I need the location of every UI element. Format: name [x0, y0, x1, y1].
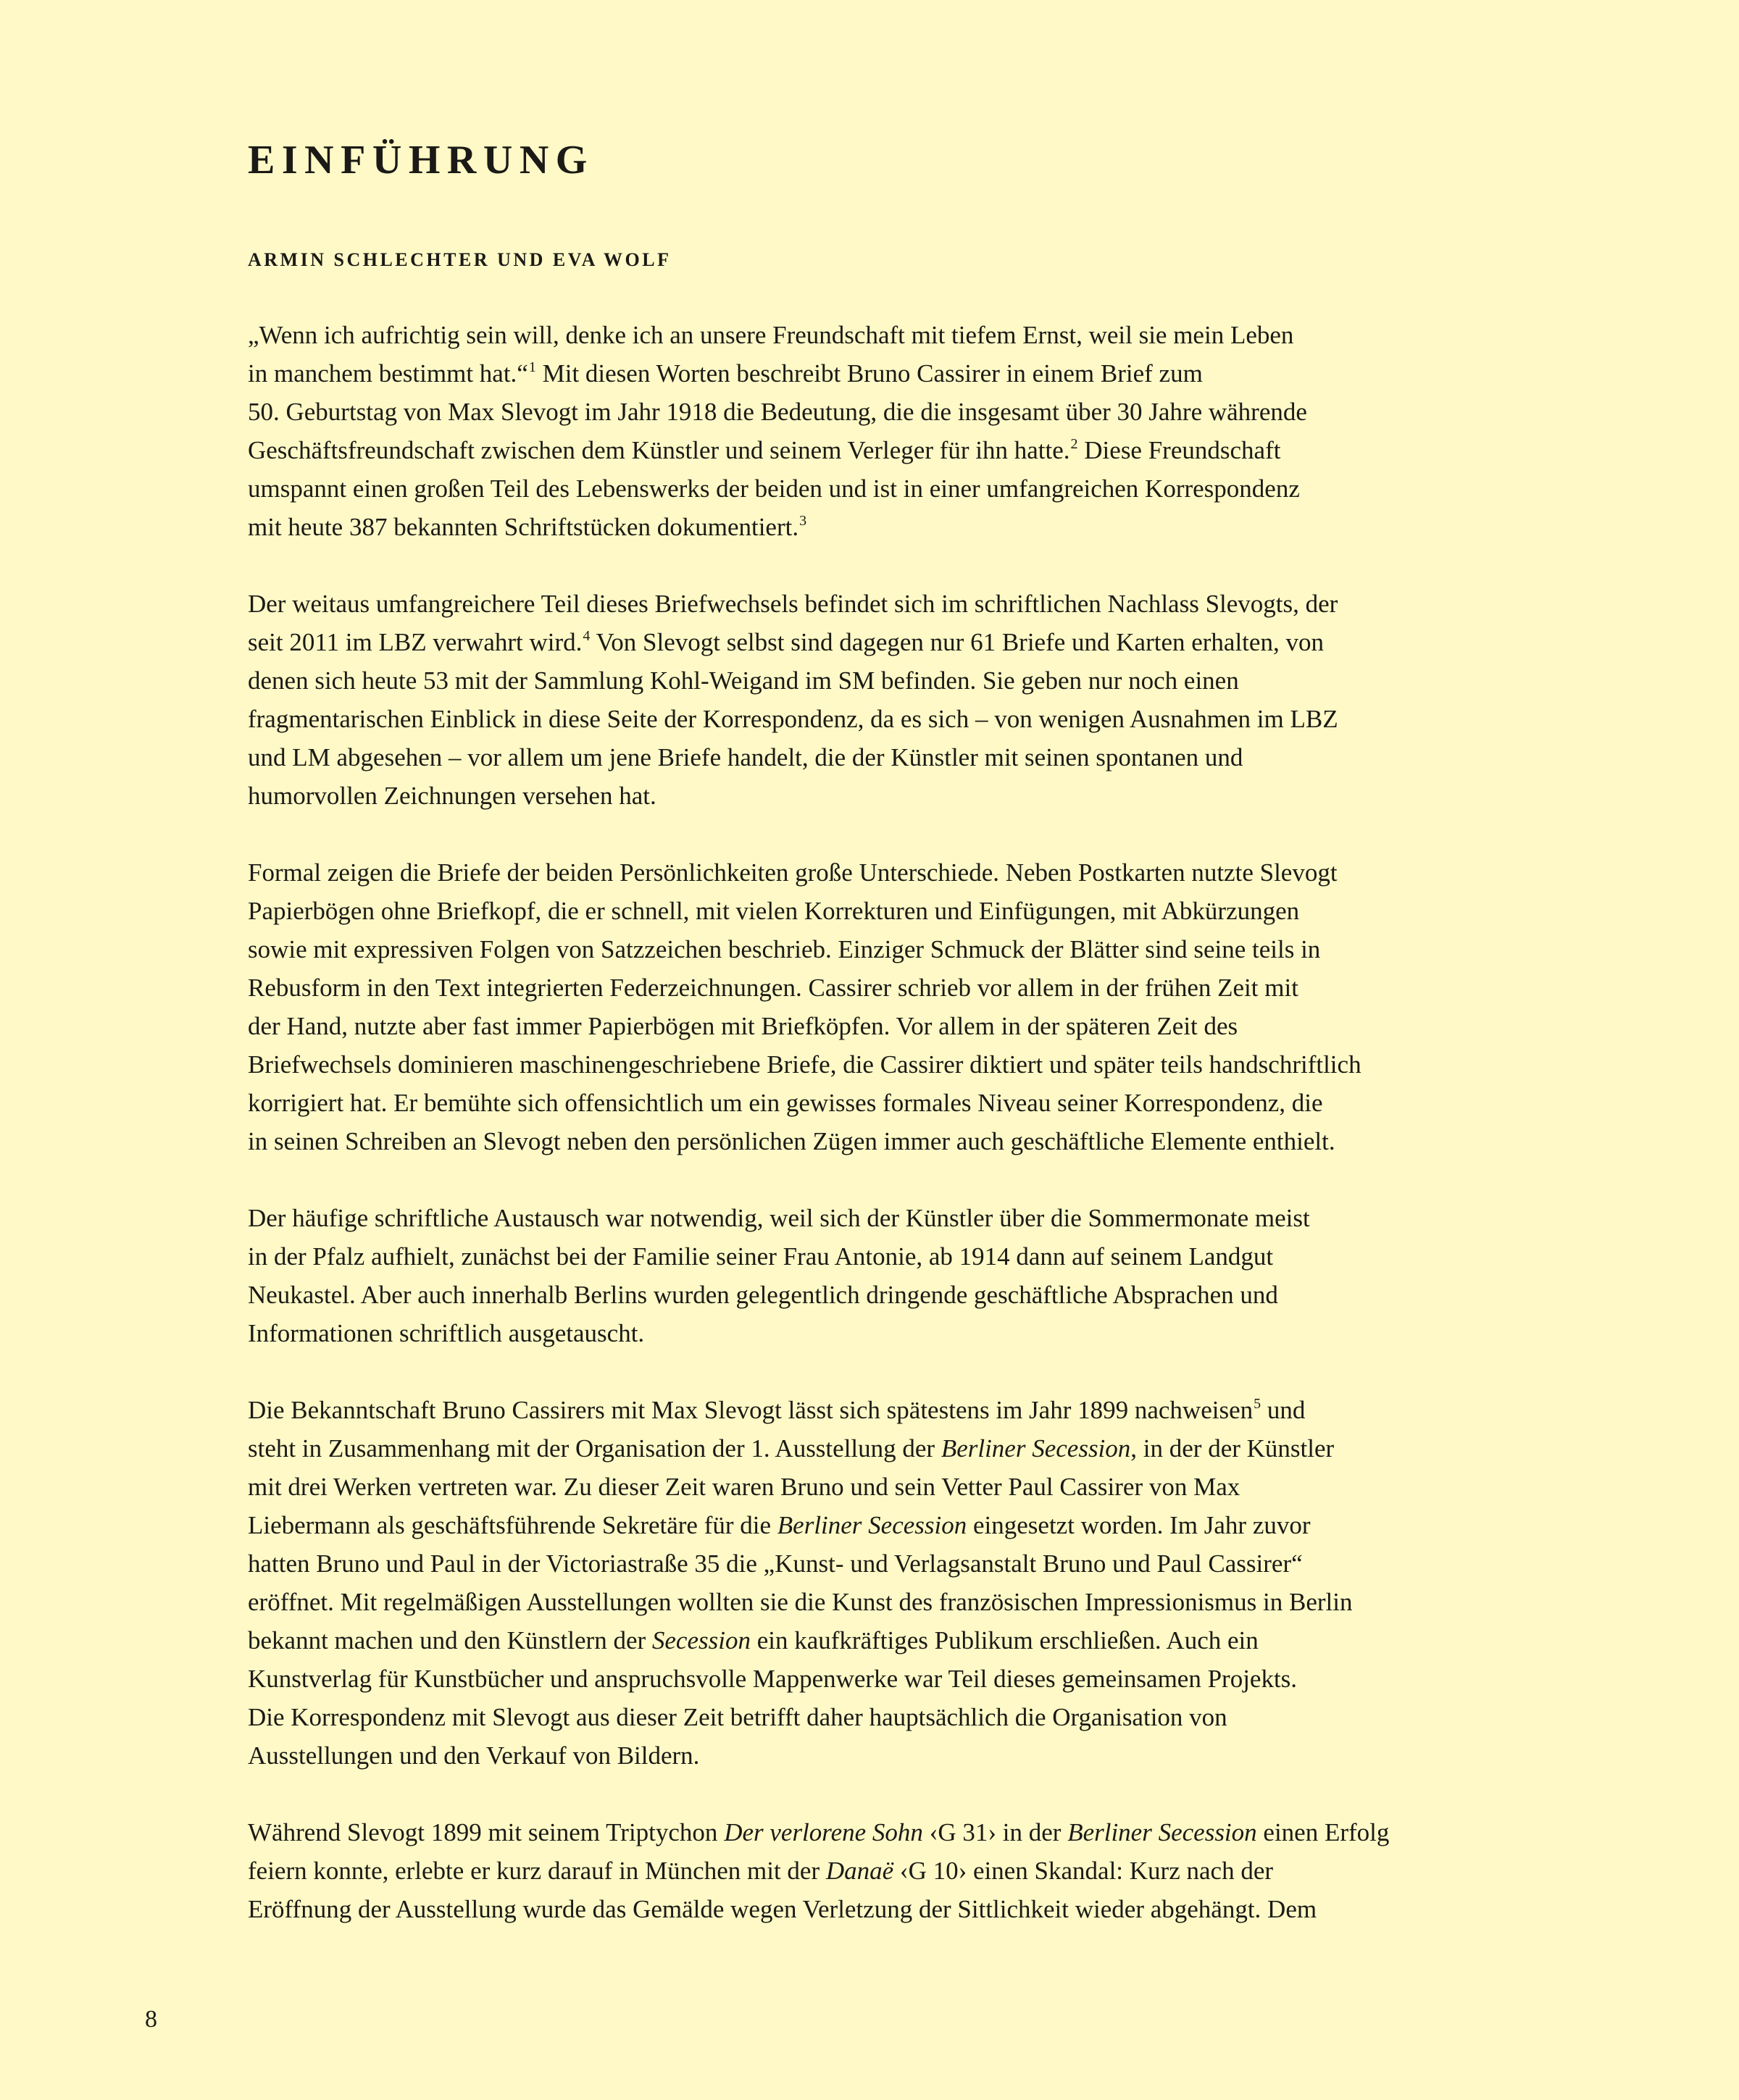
- text-line: [248, 623, 1494, 661]
- text-line: [248, 354, 1494, 393]
- text-line: [248, 508, 1494, 546]
- text-line: [248, 1621, 1494, 1660]
- paragraph: [248, 316, 1494, 546]
- text-line: Formal zeigen die Briefe der beiden Persönlichkeiten große Unterschiede. Neben Postkarten nutzte Slevogt: [248, 858, 1338, 887]
- text-line: korrigiert hat. Er bemühte sich offensichtlich um ein gewisses formales Niveau seiner Korrespondenz, die: [248, 1089, 1323, 1117]
- footnote-ref: 5: [1254, 1396, 1261, 1412]
- text-line: 50. Geburtstag von Max Slevogt im Jahr 1918 die Bedeutung, die die insgesamt über 30 Jahre währende: [248, 398, 1307, 426]
- text-line: Briefwechsels dominieren maschinengeschriebene Briefe, die Cassirer diktiert und später teils handschriftlich: [248, 1050, 1361, 1079]
- text-line: eröffnet. Mit regelmäßigen Ausstellungen wollten sie die Kunst des französischen Impressionismus in Berlin: [248, 1588, 1353, 1616]
- body-text: [248, 316, 1494, 1928]
- text-segment: bekannt machen und den Künstlern der: [248, 1626, 652, 1655]
- text-segment: ein kaufkräftiges Publikum erschließen. Auch ein: [750, 1626, 1259, 1655]
- text-line: Neukastel. Aber auch innerhalb Berlins wurden gelegentlich dringende geschäftliche Absprachen und: [248, 1281, 1278, 1309]
- authors-byline: ARMIN SCHLECHTER UND EVA WOLF: [248, 249, 672, 270]
- text-line: denen sich heute 53 mit der Sammlung Kohl-Weigand im SM befinden. Sie geben nur noch einen: [248, 666, 1239, 695]
- text-segment: eingesetzt worden. Im Jahr zuvor: [967, 1511, 1311, 1539]
- italic-title: Secession: [651, 1626, 751, 1655]
- text-line: mit drei Werken vertreten war. Zu dieser Zeit waren Bruno und sein Vetter Paul Cassirer von Max: [248, 1473, 1240, 1501]
- text-line: fragmentarischen Einblick in diese Seite der Korrespondenz, da es sich – von wenigen Ausnahmen im LBZ: [248, 705, 1338, 733]
- text-segment: steht in Zusammenhang mit der Organisation der 1. Ausstellung der: [248, 1434, 941, 1463]
- text-segment: Während Slevogt 1899 mit seinem Triptychon: [248, 1818, 725, 1846]
- text-segment: Diese Freundschaft: [1077, 436, 1281, 464]
- text-line: in der Pfalz aufhielt, zunächst bei der Familie seiner Frau Antonie, ab 1914 dann auf seinem Landgut: [248, 1242, 1274, 1271]
- text-line: Ausstellungen und den Verkauf von Bildern.: [248, 1741, 700, 1770]
- footnote-ref: 4: [583, 628, 591, 644]
- text-line: Informationen schriftlich ausgetauscht.: [248, 1319, 645, 1347]
- page-title: EINFÜHRUNG: [248, 138, 594, 183]
- text-line: „Wenn ich aufrichtig sein will, denke ich an unsere Freundschaft mit tiefem Ernst, weil sie mein Leben: [248, 321, 1294, 349]
- text-line: der Hand, nutzte aber fast immer Papierbögen mit Briefköpfen. Vor allem in der späteren Zeit des: [248, 1012, 1238, 1040]
- text-line: sowie mit expressiven Folgen von Satzzeichen beschrieb. Einziger Schmuck der Blätter sind seine teils in: [248, 935, 1321, 963]
- paragraph-spacer: [248, 546, 1494, 585]
- paragraph: [248, 1391, 1494, 1775]
- text-line: [248, 1852, 1494, 1890]
- italic-title: Berliner Secession: [941, 1434, 1131, 1463]
- page-number: 8: [145, 2006, 157, 2033]
- text-line: Rebusform in den Text integrierten Federzeichnungen. Cassirer schrieb vor allem in der frühen Zeit mit: [248, 974, 1298, 1002]
- text-line: [248, 1506, 1494, 1544]
- paragraph: [248, 585, 1494, 815]
- text-line: humorvollen Zeichnungen versehen hat.: [248, 782, 656, 810]
- paragraph-spacer: [248, 1775, 1494, 1813]
- footnote-ref: 1: [528, 359, 536, 375]
- text-segment: ‹G 31› in der: [922, 1818, 1068, 1846]
- text-line: [248, 1429, 1494, 1468]
- italic-title: Berliner Secession: [1067, 1818, 1257, 1846]
- paragraph-spacer: [248, 1160, 1494, 1199]
- text-line: [248, 431, 1494, 469]
- italic-title: Der verlorene Sohn: [724, 1818, 923, 1846]
- text-line: in seinen Schreiben an Slevogt neben den persönlichen Zügen immer auch geschäftliche Elemente enthielt.: [248, 1127, 1335, 1155]
- paragraph: [248, 1199, 1494, 1352]
- text-line: hatten Bruno und Paul in der Victoriastraße 35 die „Kunst- und Verlagsanstalt Bruno und Paul Cassirer“: [248, 1549, 1303, 1578]
- text-line: und LM abgesehen – vor allem um jene Briefe handelt, die der Künstler mit seinen spontanen und: [248, 743, 1243, 771]
- text-segment: und: [1261, 1396, 1306, 1424]
- italic-title: Berliner Secession: [777, 1511, 967, 1539]
- footnote-ref: 3: [799, 513, 807, 529]
- text-segment: in manchem bestimmt hat.“: [248, 359, 528, 388]
- paragraph: [248, 1813, 1494, 1928]
- text-segment: Liebermann als geschäftsführende Sekretäre für die: [248, 1511, 777, 1539]
- text-segment: Die Bekanntschaft Bruno Cassirers mit Max Slevogt lässt sich spätestens im Jahr 1899 nachweisen: [248, 1396, 1254, 1424]
- paragraph-spacer: [248, 815, 1494, 853]
- paragraph: [248, 853, 1494, 1160]
- text-line: [248, 1391, 1494, 1429]
- text-line: Papierbögen ohne Briefkopf, die er schnell, mit vielen Korrekturen und Einfügungen, mit Abkürzungen: [248, 897, 1300, 925]
- text-line: Die Korrespondenz mit Slevogt aus dieser Zeit betrifft daher hauptsächlich die Organisation von: [248, 1703, 1227, 1731]
- text-segment: Mit diesen Worten beschreibt Bruno Cassirer in einem Brief zum: [535, 359, 1203, 388]
- text-segment: einen Erfolg: [1256, 1818, 1390, 1846]
- footnote-ref: 2: [1070, 436, 1078, 452]
- italic-title: Danaë: [825, 1857, 894, 1885]
- text-segment: Geschäftsfreundschaft zwischen dem Künstler und seinem Verleger für ihn hatte.: [248, 436, 1070, 464]
- paragraph-spacer: [248, 1352, 1494, 1391]
- text-segment: Von Slevogt selbst sind dagegen nur 61 Briefe und Karten erhalten, von: [590, 628, 1324, 656]
- text-line: Eröffnung der Ausstellung wurde das Gemälde wegen Verletzung der Sittlichkeit wieder abgehängt. Dem: [248, 1895, 1317, 1923]
- text-line: [248, 1813, 1494, 1852]
- text-segment: mit heute 387 bekannten Schriftstücken dokumentiert.: [248, 513, 799, 541]
- text-segment: seit 2011 im LBZ verwahrt wird.: [248, 628, 583, 656]
- text-line: Der häufige schriftliche Austausch war notwendig, weil sich der Künstler über die Sommermonate meist: [248, 1204, 1310, 1232]
- text-line: umspannt einen großen Teil des Lebenswerks der beiden und ist in einer umfangreichen Korrespondenz: [248, 474, 1300, 503]
- text-segment: ‹G 10› einen Skandal: Kurz nach der: [893, 1857, 1274, 1885]
- text-line: Der weitaus umfangreichere Teil dieses Briefwechsels befindet sich im schriftlichen Nachlass Slevogts, der: [248, 590, 1338, 618]
- text-segment: feiern konnte, erlebte er kurz darauf in München mit der: [248, 1857, 826, 1885]
- text-segment: , in der der Künstler: [1130, 1434, 1335, 1463]
- text-line: Kunstverlag für Kunstbücher und anspruchsvolle Mappenwerke war Teil dieses gemeinsamen Projekts.: [248, 1665, 1298, 1693]
